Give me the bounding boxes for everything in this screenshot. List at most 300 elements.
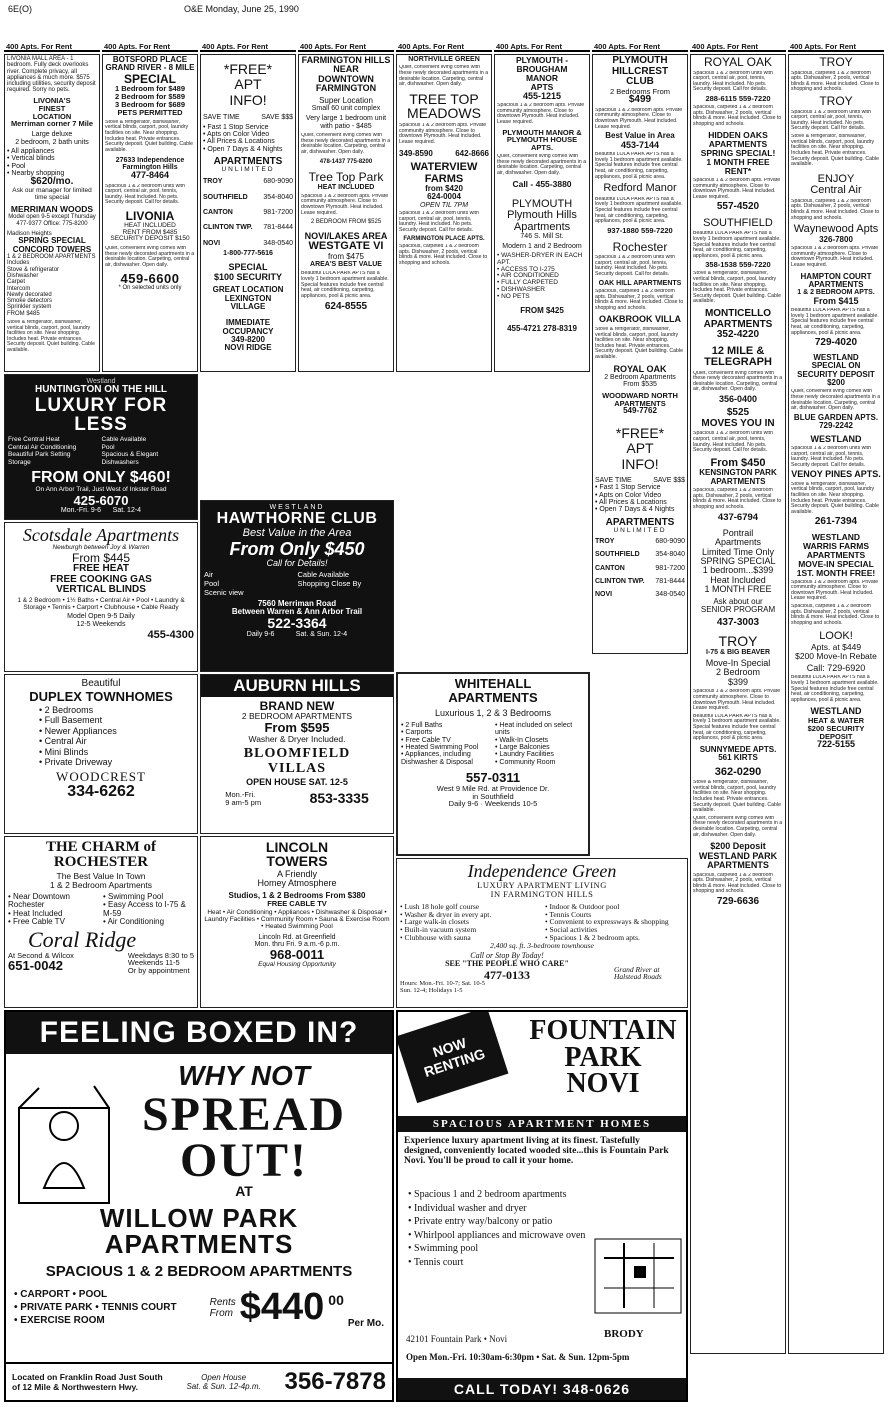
region: WESTLAND (269, 504, 325, 511)
col-heading: 400 Apts. For Rent (788, 42, 884, 52)
free-info-title: *FREE* APT INFO! (223, 61, 273, 108)
treetop-title: Tree Top Park (308, 169, 384, 184)
listing-text: Stove & refrigerator, dishwasher, vertical blinds, carport, pool, laundry facilities on site. Near shopping. Includes heat. Private entrances. Security deposit. Quiet building. Cable available. (693, 271, 781, 305)
office-row (203, 240, 293, 247)
from-label: 2 Bedrooms From (609, 86, 671, 96)
blue-garden: BLUE GARDEN APTS. (793, 412, 879, 422)
phone: 624-8555 (324, 301, 368, 313)
col7-listings (592, 54, 688, 654)
manager-note: Ask our manager for limited time special (12, 186, 92, 201)
list-item: • Open 7 Days & 4 Nights (595, 506, 685, 513)
from-price: From $445 (71, 550, 131, 565)
call-today: CALL TODAY! 348-0626 (398, 1378, 686, 1400)
col6-listings (494, 54, 590, 372)
listing-text: Spacious 1 & 2 bedroom units with carport, central air, pool, tennis, laundry. Heat included. No pets. Security deposit. Call for details. (399, 211, 479, 234)
office-phone: 354-8040 (263, 193, 293, 201)
listing-text: Beautiful LOLA PARK APTS has a lovely 1 bedroom apartment available. Special features include free central heat, air conditioning, carpeting, appliances, pool & picnic area. (791, 675, 879, 703)
near-downtown: FARMINGTON HILLS NEAR DOWNTOWN FARMINGTON (301, 55, 391, 94)
rents-from: Rents From (209, 1296, 236, 1319)
office-row (203, 194, 293, 201)
hours: Mon.-Fri. 9-6 Sat. 12-4 (60, 507, 142, 515)
listing-text: Spacious, carpeted 1 & 2 bedroom apts. Dishwasher, 2 pools, vertical blinds & more. Heat included. Close to shopping and schools. (693, 872, 782, 895)
northville-title: NORTHVILLE GREEN (408, 56, 480, 63)
areas-best: AREA'S BEST VALUE (310, 260, 382, 268)
central-air: ENJOY Central Air (810, 172, 862, 197)
office-city: NOVI (203, 239, 221, 247)
hours: Weekdays 8:30 to 5 Weekends 11-5 Or by appointment (127, 950, 194, 976)
col-heading: 400 Apts. For Rent (592, 42, 688, 52)
phones: 455-4721 278-8319 (507, 323, 577, 333)
free-info-title: *FREE* APT INFO! (615, 424, 665, 472)
open-house: OPEN HOUSE SAT. 12-5 (246, 777, 348, 788)
list-item: • Walk-In Closets (495, 737, 585, 744)
studios: Studios, 1 & 2 Bedrooms From $380 (228, 890, 366, 900)
location: Newburgh between Joy & Warren (52, 543, 150, 551)
col-heading: 400 Apts. For Rent (690, 42, 786, 52)
address: 27633 Independence Farmington Hills (115, 156, 185, 171)
list-item: • Fast 1 Stop Service (595, 484, 685, 491)
listing-text: Spacious, carpeted 1 & 2 bedroom apts. Dishwasher, 2 pools, vertical blinds & more. Heat included. Close to shopping and schools. (693, 488, 782, 511)
listing-text: Stove & refrigerator, dishwasher, vertical blinds, carport, pool, laundry facilities on site. Near shopping. Includes heat. Private entrances. Security deposit. Quiet building. Cable available. (7, 320, 95, 354)
why-not: WHY NOT (178, 1060, 310, 1091)
westland: WESTLAND (813, 352, 859, 362)
footer-row (6, 1362, 392, 1400)
feature-columns (400, 903, 684, 942)
location: Grand River at Halstead Roads (614, 964, 662, 982)
feature-list (401, 722, 491, 766)
listing-text: LIVONIA MALL AREA - 1 bedroom. Fully deck overlooks river. Complete privacy, all appliances & much more. $575 including utilities, security deposit required. Sorry no pets. (7, 56, 96, 94)
feature-grid (204, 571, 390, 597)
royal-oak: ROYAL OAK (613, 363, 667, 374)
list-item: • Whirlpool appliances and microwave oven (408, 1229, 588, 1243)
auburn-title: AUBURN HILLS (201, 675, 393, 697)
contact-center (400, 952, 614, 981)
office-row (595, 538, 685, 545)
feature-line: 1 & 2 Bedroom • 1½ Baths • Central Air • Pool • Laundry & Storage • Tennis • Carport • Clubhouse • Cable Ready (17, 596, 185, 611)
scotsdale-title: Scotsdale Apartments (22, 525, 180, 545)
large-units: Large deluxe 2 bedroom, 2 bath units (15, 131, 89, 146)
location: Located on Franklin Road Just South of 12 Mile & Northwestern Hwy. (12, 1372, 163, 1392)
best-value: Best Value in Area (605, 131, 675, 141)
list-item: • Easy Access to I-75 & M-59 (103, 901, 194, 918)
plymouth-label: PLYMOUTH (511, 197, 573, 210)
redford-manor: Redford Manor (603, 182, 677, 195)
listing-text: Beautiful LOLA PARK APTS has a lovely 1 bedroom apartment available. Special features include free central heat, air conditioning, carpeting, appliances, pool & picnic area. (301, 271, 389, 299)
phone: 549-7762 (623, 406, 657, 416)
model-hours: Model Open 9-5 Daily 12-5 Weekends (67, 613, 135, 628)
heat-included: HEAT INCLUDED (317, 183, 375, 191)
list-item: • Large walk-in closets (400, 918, 539, 926)
listing-text: Quiet, convenient living comes with these newly decorated apartments in a desirable location. Carpeting, central air, dishwasher. Open daily. (497, 154, 587, 177)
phones: 937-1880 559-7220 (607, 225, 673, 235)
room-price: 1 Bedroom for $489 (114, 84, 186, 94)
office-phone: 781-8444 (655, 578, 685, 586)
pontrail: Pontrail Apartments Limited Time Only SPRING SPECIAL 1 bedroom...$399 Heat Included 1 MONTH FREE (700, 527, 776, 595)
contact-row (201, 791, 393, 807)
concord-title: SPRING SPECIAL CONCORD TOWERS (12, 236, 92, 254)
subtitle: LUXURY APARTMENT LIVING IN FARMINGTON HILLS (477, 879, 607, 899)
willow-name: WILLOW PARK APARTMENTS (99, 1203, 299, 1260)
auburn-ad (200, 674, 394, 834)
oakbrook: OAKBROOK VILLA (599, 314, 681, 325)
see-people: SEE "THE PEOPLE WHO CARE" (445, 959, 569, 969)
feature-list (545, 903, 684, 942)
woodcrest-logo: WOODCREST (56, 769, 146, 785)
listing-text: Beautiful LOLA PARK APTS has a lovely 1 bedroom apartment available. Special features include free central heat, air conditioning, carpeting, appliances, pool & picnic area. (595, 152, 683, 180)
listing-text: Spacious 1 & 2 bedroom units with carport, central air, pool, tennis, laundry. Heat included. No pets. Security deposit. Call for details. (595, 255, 675, 278)
duplex-ad (4, 674, 198, 834)
whitehall-title: WHITEHALL APARTMENTS (448, 676, 538, 706)
list-item: Scenic view (204, 587, 244, 597)
office-row (203, 224, 293, 231)
phone: 642-8666 (455, 148, 489, 158)
list-item: • Near Downtown Rochester (8, 893, 99, 910)
listing-text: Spacious 1 & 2 bedroom apts. Private community atmosphere. Close to downtown Plymouth. Heat included. Lease required. (301, 193, 389, 216)
listing-text: Quiet, convenient living comes with these newly decorated apartments in a desirable location. Carpeting, central air, dishwasher. Open daily. (693, 815, 783, 838)
price: $620/mo. (30, 176, 74, 188)
phone: 356-0400 (718, 394, 758, 405)
office-row (595, 551, 685, 558)
sunnymede: SUNNYMEDE APTS. 561 KIRTS (699, 744, 777, 763)
livonia-title: LIVONIA (125, 209, 175, 224)
intro: Experience luxury apartment living at its finest. Tastefully designed, conveniently located wooded site...this is Fountain Park Novi. You'll be proud to call it your home. (404, 1136, 669, 1166)
list-item: • 2 Full Baths (401, 722, 491, 729)
willow-ad (4, 1010, 394, 1402)
phone: 453-7144 (620, 139, 660, 150)
listing-text: Beautiful LOLA PARK APTS has a lovely 1 bedroom apartment available. Special features include free central heat, air conditioning, carpeting, appliances, pool & picnic area. (693, 231, 781, 259)
immediate-occupancy: IMMEDIATE OCCUPANCY (222, 318, 274, 336)
address: 7560 Merriman Road Between Warren & Ann Arbor Trail (231, 598, 363, 617)
sqft: 2,400 sq. ft. 3-bedroom townhouse (490, 941, 594, 951)
warris: WESTLAND WARRIS FARMS APARTMENTS MOVE-IN SPECIAL 1ST. MONTH FREE! (796, 531, 876, 578)
listing-text: Stove & refrigerator, dishwasher, vertical blinds, carport, pool, laundry facilities on site. Near shopping. Includes heat. Private entrances. Security deposit. Quiet building. Cable available. (791, 481, 879, 515)
listing-text: Spacious 1 & 2 bedroom units with carport, central air, pool, tennis, laundry. Heat included. No pets. Security deposit. Call for details. (693, 431, 773, 454)
from-price: From $595 (264, 720, 330, 736)
list-item: • Newer Appliances (39, 726, 193, 736)
save-row (203, 114, 293, 121)
whitehall-ad (396, 672, 590, 856)
col8-listings (690, 54, 786, 1354)
listing-text: Spacious 1 & 2 bedroom apts. Private community atmosphere. Close to downtown Plymouth. Heat included. Lease required. (693, 177, 781, 200)
list-item: • ACCESS TO I-275 (497, 267, 587, 274)
location: West 9 Mile Rd. at Providence Dr. in Southfield (436, 783, 550, 801)
list-item: Beautiful Park Setting (8, 451, 71, 459)
hillcrest-title: PLYMOUTH HILLCREST CLUB (611, 55, 669, 87)
from-price: FROM $425 (520, 305, 564, 315)
price: $499 (628, 94, 652, 106)
listing-text: Spacious, carpeted 1 & 2 bedroom apts. Dishwasher, 2 pools, vertical blinds & more. Heat included. Close to shopping and schools. (791, 70, 880, 93)
list-item: • Heated Swimming Pool (401, 744, 491, 751)
office-phone: 680-9090 (263, 178, 293, 186)
from-only: FROM ONLY $460! (31, 469, 171, 487)
list-item: • Tennis Courts (545, 911, 684, 919)
phone: 624-0004 (427, 192, 461, 202)
list-item: • Tennis court (408, 1256, 588, 1270)
phone: 557-0311 (465, 770, 521, 786)
merriman-woods: MERRIMAN WOODS (10, 204, 94, 215)
col-heading: 400 Apts. For Rent (4, 42, 100, 52)
phone: 729-2242 (819, 421, 853, 431)
call-phone: Call - 455-3880 (512, 178, 572, 189)
listing-text: Spacious 1 & 2 bedroom apts. Private community atmosphere. Close to downtown Plymouth. Heat included. Lease required. (693, 689, 781, 712)
kensington: KENSINGTON PARK APARTMENTS (699, 468, 777, 486)
col9-listings (788, 54, 884, 1354)
list-item: • Individual washer and dryer (408, 1202, 588, 1216)
listing-text: Spacious, carpeted 1 & 2 bedroom apts. Dishwasher, 2 pools, vertical blinds & more. Heat included. Close to shopping and schools. (791, 198, 880, 221)
phone: 477-8464 (130, 170, 170, 181)
feature-list (8, 893, 99, 927)
list-item: • Spacious 1 and 2 bedroom apartments (408, 1188, 588, 1202)
phone: 352-4220 (716, 329, 760, 341)
col-heading: 400 Apts. For Rent (102, 42, 198, 52)
best-value: Best Value in the Area (242, 527, 352, 540)
phones: 358-1538 559-7220 (705, 260, 771, 270)
troy-sub: I-75 & BIG BEAVER (705, 648, 771, 656)
list-item: Storage (8, 459, 31, 467)
feature-list (497, 253, 587, 301)
telegraph: 12 MILE & TELEGRAPH (704, 344, 772, 369)
listing-text: Stove & refrigerator, dishwasher, vertical blinds, carport, pool, laundry facilities on site. Near shopping. Includes heat. Private entrances. Security deposit. Quiet building. Cable available. (105, 119, 193, 153)
hidden-oaks: HIDDEN OAKS APARTMENTS SPRING SPECIAL! 1 MONTH FREE RENT* (700, 130, 776, 177)
call-details: Call for Details! (266, 557, 328, 568)
phone: 261-7394 (814, 516, 858, 528)
westland-park: WESTLAND PARK APARTMENTS (698, 850, 778, 871)
phone: 968-0011 (269, 947, 325, 963)
deposit: $200 Deposit (710, 841, 766, 852)
now-renting: NOW RENTING (422, 1034, 487, 1080)
phone: 455-4300 (147, 629, 194, 642)
save-row (595, 477, 685, 484)
office-phone: 981-7200 (655, 564, 685, 572)
call-stop: Call or Stop By Today! (470, 950, 544, 960)
list-item: Central Air Conditioning (8, 443, 77, 451)
list-item: • All appliances (7, 148, 97, 155)
phone: 425-6070 (73, 492, 129, 508)
listing-text: Spacious 1 & 2 bedroom units with carport, central air, pool, tennis, laundry. Heat included. No pets. Security deposit. Call for details. (791, 445, 871, 468)
list-item: • EXERCISE ROOM (14, 1314, 177, 1327)
list-item: Cable Available (297, 570, 350, 580)
listing-text: Stove & refrigerator, dishwasher, vertical blinds, carport, pool, laundry facilities on site. Near shopping. Includes heat. Private entrances. Security deposit. Quiet building. Cable available. (791, 134, 879, 168)
livonia-details: HEAT INCLUDED RENT FROM $485 SECURITY DEPOSIT $150 (110, 221, 190, 243)
listing-text: Spacious, carpeted 1 & 2 bedroom apts. Dishwasher, 2 pools, vertical blinds & more. Heat included. Close to shopping and schools. (399, 243, 488, 266)
rochester-ad (4, 836, 198, 1008)
apartments-label: APARTMENTS (605, 516, 675, 528)
apts-449: Apts. at $449 $200 Move-In Rebate (795, 642, 877, 661)
royal-apts: 2 Bedroom Apartments From $535 (604, 374, 676, 389)
charm-title: THE CHARM of ROCHESTER (46, 839, 156, 870)
listing-text: Spacious, carpeted 1 & 2 bedroom apts. Dishwasher, 2 pools, vertical blinds & more. Heat included. Close to shopping and schools. (791, 604, 880, 626)
unlimited-label: UNLIMITED (221, 166, 275, 174)
phone: 455-1215 (522, 90, 562, 101)
office-row (595, 591, 685, 598)
list-item: • AIR CONDITIONED (497, 273, 587, 280)
novi-lakes: NOVI/LAKES AREA (304, 230, 388, 241)
madison-label: Madison Heights (7, 230, 52, 237)
super-location: Super Location (319, 95, 373, 105)
list-item: • Vertical blinds (7, 155, 97, 162)
hours: Model open 9-5 except Thursday 477-9377 Office: 775-8200 (8, 214, 96, 227)
office-city: TROY (595, 538, 615, 546)
unlimited-label: UNLIMITED (613, 527, 667, 535)
phone: 362-0290 (714, 765, 762, 778)
monticello: MONTICELLO APARTMENTS (703, 308, 773, 330)
listing-text: Spacious 1 & 2 bedroom units with carport, central air, pool, tennis, laundry. Heat included. No pets. Security deposit. Call for details. (693, 70, 773, 93)
office-city: SOUTHFIELD (203, 193, 248, 201)
plymouth-manor: PLYMOUTH MANOR & PLYMOUTH HOUSE APTS. (502, 127, 582, 153)
list-item: Spacious & Elegant (101, 451, 159, 459)
listing-text: Spacious, carpeted 1 & 2 bedroom apts. Dishwasher, 2 pools, vertical blinds & more. Heat included. Close to shopping and schools. (595, 289, 684, 311)
list-item: • Fast 1 Stop Service (203, 124, 293, 131)
note: * On selected units only (118, 285, 182, 292)
phone: 326-7800 (819, 234, 853, 244)
luxury-for-less: LUXURY FOR LESS (34, 394, 168, 435)
phone: 356-7878 (284, 1368, 386, 1395)
oakhill: OAK HILL APARTMENTS (598, 279, 682, 287)
list-item: • Washer & dryer in every apt. (400, 911, 539, 919)
list-item: • Swimming Pool (103, 893, 194, 901)
beautiful: Beautiful (81, 678, 121, 689)
list-item: • Swimming pool (408, 1242, 588, 1256)
save-money: SAVE $$$ (261, 114, 293, 122)
feature-columns (401, 722, 585, 766)
list-item: • Built-in vacuum system (400, 926, 539, 934)
phone: 722-5155 (816, 739, 856, 750)
listing-text: Spacious, carpeted 1 & 2 bedroom apts. Dishwasher, 2 pools, vertical blinds & more. Heat included. Close to shopping and schools. (693, 104, 782, 127)
hours: Open Mon.-Fri. 10:30am-6:30pm • Sat. & Sun. 12pm-5pm (406, 1352, 630, 1362)
independence-ad (396, 858, 688, 1008)
list-item: • Private entry way/balcony or patio (408, 1215, 588, 1229)
col-heading: 400 Apts. For Rent (396, 42, 492, 52)
list-item: • Free Cable TV (401, 737, 491, 744)
duplex-title: DUPLEX TOWNHOMES (29, 688, 173, 704)
list-item: • Apts on Color Video (203, 131, 293, 138)
special-label: SPECIAL (123, 71, 176, 86)
woodward: WOODWARD NORTH APARTMENTS (602, 390, 678, 408)
movein: Move-In Special 2 Bedroom $399 (705, 658, 771, 687)
pets-label: PETS PERMITTED (117, 108, 183, 117)
bloomfield-villas: BLOOMFIELD VILLAS (243, 745, 351, 776)
contact-row (400, 952, 684, 981)
hampton-from: From $415 (813, 295, 859, 306)
office-phone: 348-0540 (655, 591, 685, 599)
list-item: • DISHWASHER (497, 287, 587, 294)
list-item: • All Prices & Locations (203, 138, 293, 145)
listing-text: Spacious 1 & 2 bedroom apts. Private community atmosphere. Close to downtown Plymouth. Heat included. Lease required. (791, 246, 879, 269)
treetop-meadows: TREE TOP MEADOWS (407, 90, 481, 122)
office-city: TROY (203, 178, 223, 186)
office-phone: 354-8040 (655, 551, 685, 559)
office-city: SOUTHFIELD (595, 551, 640, 559)
rent-box (210, 1286, 384, 1329)
classified-grid (4, 42, 884, 1402)
phone: 334-6262 (67, 782, 135, 800)
apartments-label: APARTMENTS (213, 155, 283, 167)
troy: TROY (819, 94, 853, 109)
kens-from: From $450 (710, 456, 766, 469)
phone-row (399, 150, 489, 158)
feature-list (103, 893, 194, 927)
venoy: VENOY PINES APTS. (791, 469, 881, 480)
office-row (203, 209, 293, 216)
room-price: 3 Bedroom for $689 (114, 100, 186, 110)
open-til: OPEN TIL 7PM (419, 201, 469, 209)
office-phone: 348-0540 (263, 239, 293, 247)
hampton-sub: 1 & 2 BEDROOM APTS. (797, 289, 875, 297)
fountain-ad (396, 1010, 688, 1402)
phone: 437-3003 (716, 616, 760, 628)
listing-text: Spacious 1 & 2 bedroom units with carport, central air, pool, tennis, laundry. Heat included. No pets. Security deposit. Call for details. (791, 109, 871, 132)
col5-listings (396, 54, 492, 372)
feature-list (7, 148, 97, 177)
hours: Mon.-Fri. 9 am-5 pm (225, 789, 262, 807)
office-city: CLINTON TWP. (595, 578, 645, 586)
banner: SPACIOUS APARTMENT HOMES (398, 1116, 686, 1132)
cable: FREE CABLE TV (267, 899, 327, 909)
col2-listings (102, 54, 198, 372)
office-city: NOVI (595, 591, 613, 599)
rent-price: $440 (239, 1286, 325, 1329)
lincoln-title: LINCOLN TOWERS (265, 839, 329, 869)
contact-row (8, 952, 194, 976)
list-item: • NO PETS (497, 294, 587, 301)
list-item: • CARPORT • POOL (14, 1288, 177, 1301)
hours: Daily 9-6 Sat. & Sun. 12-4 (246, 631, 348, 639)
phone: 459-6600 (120, 270, 180, 286)
feature-columns (8, 893, 194, 927)
address: Lincoln Rd. at Greenfield Mon. thru Fri. 9 a.m.-6 p.m. (254, 933, 340, 948)
troy: TROY (819, 55, 853, 69)
phone: 349-8590 (399, 148, 433, 158)
lexington-title: GREAT LOCATION LEXINGTON VILLAGE (212, 285, 284, 311)
office-phone: 680-9090 (655, 538, 685, 546)
botsford-title: BOTSFORD PLACE GRAND RIVER - 8 MILE (105, 55, 195, 73)
list-item: • Social activities (545, 926, 684, 934)
open-house: Open House Sat. & Sun. 12-4p.m. (186, 1373, 261, 1391)
page-header (4, 4, 884, 16)
listing-text: Stove & refrigerator, dishwasher, vertical blinds, carport, pool, laundry facilities on site. Near shopping. Includes heat. Private entrances. Security deposit. Quiet building. Cable available. (693, 780, 781, 814)
list-item: • Open 7 Days & 4 Nights (203, 146, 293, 153)
westgate-from: from $475 (327, 251, 365, 261)
office-row (595, 565, 685, 572)
col1-listings (4, 54, 100, 372)
list-item: • Convenient to expressways & shopping (545, 918, 684, 926)
office-row (203, 178, 293, 185)
list-item: • Apts on Color Video (595, 492, 685, 499)
fountain-title: FOUNTAIN PARK NOVI (529, 1015, 677, 1100)
list-item: Free Central Heat (8, 435, 60, 443)
huntington-title: HUNTINGTON ON THE HILL (34, 384, 168, 396)
save-time: SAVE TIME (595, 477, 632, 484)
livonia-finest: LIVONIA'S FINEST LOCATION Merriman corner 7 Mile (10, 95, 94, 129)
listing-text: Stove & refrigerator, dishwasher, vertical blinds, carport, pool, laundry facilities on site. Near shopping. Includes heat. Private entrances. Security deposit. Quiet building. Cable available. (595, 326, 683, 360)
save-time: SAVE TIME (203, 114, 240, 122)
feature-list (203, 124, 293, 153)
list-item: • Carports (401, 729, 491, 736)
office-row (595, 578, 685, 585)
listing-text: Quiet, convenient living comes with these newly decorated apartments in a desirable location. Carpeting, central air, dishwasher. Open daily. (301, 133, 391, 155)
westgate-title: WESTGATE VI (308, 240, 384, 253)
per-month: Per Mo. (347, 1318, 384, 1330)
list-item: Cable Available (101, 435, 147, 443)
list-item: Shopping Close By (297, 578, 362, 588)
phone: 477-0133 (484, 967, 530, 982)
price-row (6, 1280, 392, 1335)
free-list: FREE HEAT FREE COOKING GAS VERTICAL BLINDS (50, 563, 152, 596)
feature-list (39, 705, 193, 767)
listing-text: Spacious 1 & 2 bedroom apts. Private community atmosphere. Close to downtown Plymouth. Heat included. Lease required. (497, 103, 585, 125)
list-item: Pool (101, 443, 115, 451)
two-br: 2 BEDROOM FROM $525 (310, 219, 382, 226)
